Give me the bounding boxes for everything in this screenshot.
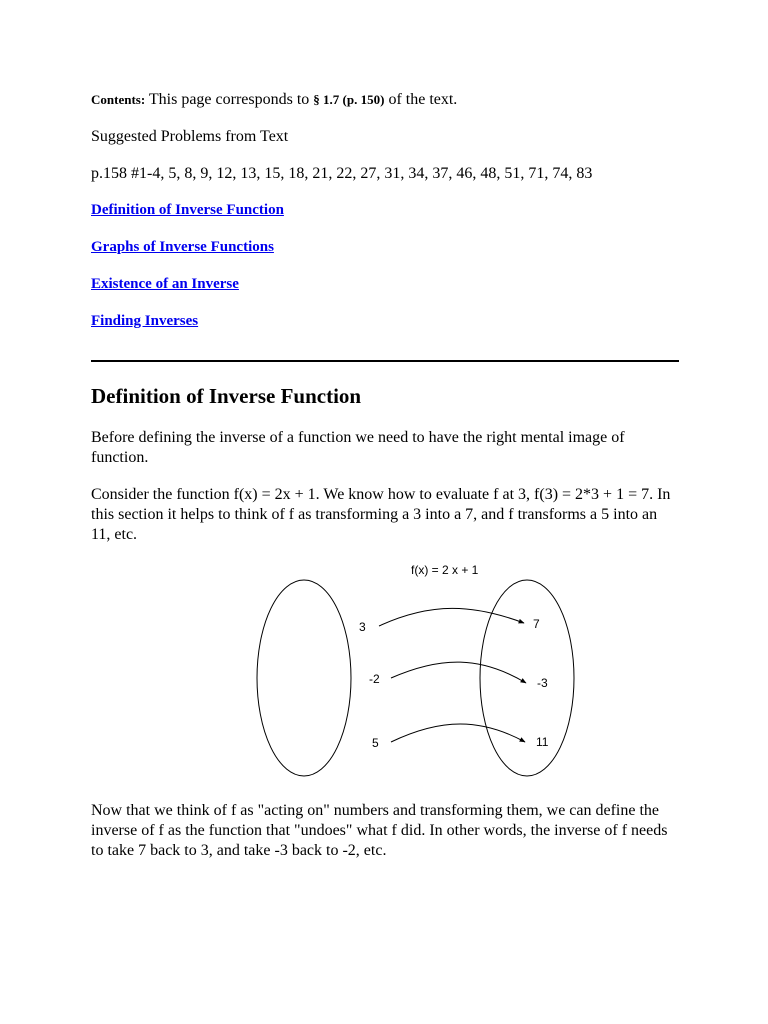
section-heading: Definition of Inverse Function: [91, 384, 362, 408]
domain-value-neg2: -2: [369, 672, 380, 686]
range-value-7: 7: [533, 617, 540, 631]
toc-link-existence[interactable]: Existence of an Inverse: [91, 276, 239, 292]
range-value-11: 11: [536, 735, 549, 749]
example-paragraph: Consider the function f(x) = 2x + 1. We know how to evaluate f at 3, f(3) = 2*3 + 1 = 7. In this section it helps to think of f as transforming a 3 into a 7, and f transforms a 5 into an 11, etc.: [91, 486, 671, 543]
suggested-problems-list: p.158 #1-4, 5, 8, 9, 12, 13, 15, 18, 21, 22, 27, 31, 34, 37, 46, 48, 51, 71, 74, 83: [91, 165, 593, 182]
domain-value-5: 5: [372, 736, 379, 750]
toc-link-finding[interactable]: Finding Inverses: [91, 313, 199, 329]
contents-text-before: This page corresponds to: [145, 91, 314, 108]
section-reference: § 1.7 (p. 150): [313, 92, 385, 107]
domain-oval: [257, 580, 351, 776]
mapping-arrow-neg2-to-neg3: [391, 662, 526, 683]
diagram-title: f(x) = 2 x + 1: [411, 563, 479, 577]
range-oval: [480, 580, 574, 776]
horizontal-divider: [91, 360, 679, 362]
range-value-neg3: -3: [537, 676, 548, 690]
contents-text-after: of the text.: [384, 91, 458, 108]
contents-line: [91, 90, 457, 110]
mapping-arrow-3-to-7: [379, 608, 524, 626]
toc-link-graphs[interactable]: Graphs of Inverse Functions: [91, 239, 274, 255]
domain-value-3: 3: [359, 620, 366, 634]
inverse-explanation-paragraph: Now that we think of f as "acting on" numbers and transforming them, we can define the inverse of f as the function that "undoes" what f did. In other words, the inverse of f needs to take 7 back to 3, and take -3 back to -2, etc.: [91, 802, 668, 859]
function-mapping-diagram: [241, 556, 641, 781]
mapping-arrow-5-to-11: [391, 724, 525, 742]
contents-label: Contents:: [91, 92, 146, 107]
suggested-problems-title: Suggested Problems from Text: [91, 128, 289, 145]
toc-link-definition[interactable]: Definition of Inverse Function: [91, 202, 284, 218]
intro-paragraph: Before defining the inverse of a function we need to have the right mental image of function.: [91, 429, 625, 466]
